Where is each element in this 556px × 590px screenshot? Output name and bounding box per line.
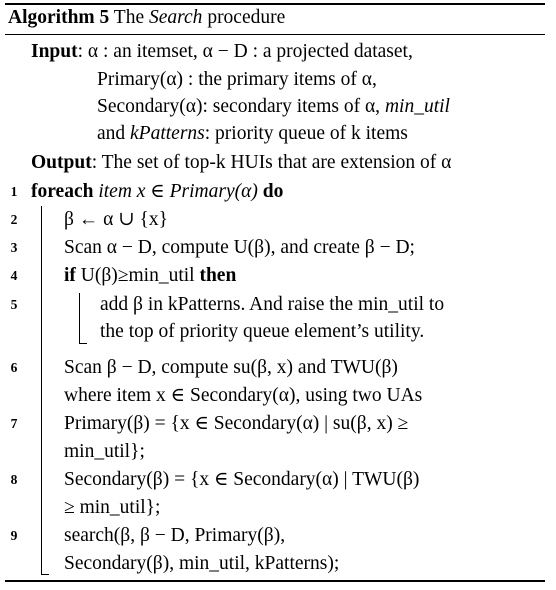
line-number-2: 2	[10, 212, 18, 227]
step-9-line-a: search(β, β − D, Primary(β),	[64, 525, 286, 546]
step-1	[31, 180, 283, 204]
foreach-block-bar	[41, 206, 42, 574]
line-number-4: 4	[10, 268, 18, 283]
line-number-7: 7	[10, 416, 18, 431]
step-8-line-a: Secondary(β) = {x ∈ Secondary(α) | TWU(β)	[64, 469, 420, 490]
step-1-keyword: foreach	[31, 181, 94, 202]
step-9-line-b: Secondary(β), min_util, kPatterns);	[64, 553, 340, 574]
step-4-keyword-then: then	[199, 265, 237, 286]
input-line-3	[97, 95, 450, 119]
input-text-4c: : priority queue of k items	[204, 123, 408, 144]
algorithm-caption	[8, 6, 285, 30]
line-number-9: 9	[10, 528, 18, 543]
step-4-keyword-if: if	[64, 265, 76, 286]
caption-pre: The	[109, 7, 149, 28]
line-number-6: 6	[10, 360, 18, 375]
bottom-rule	[5, 580, 545, 582]
input-line-1	[31, 40, 413, 64]
if-block-foot	[79, 343, 87, 344]
output-text: : The set of top-k HUIs that are extension of α	[91, 152, 452, 173]
line-number-5: 5	[10, 297, 18, 312]
caption-label: Algorithm 5	[8, 7, 110, 28]
caption-post: procedure	[202, 7, 286, 28]
input-text-3b: min_util	[384, 96, 450, 117]
if-block-bar	[79, 293, 80, 343]
caption-italic: Search	[149, 7, 203, 28]
step-1-keyword-do: do	[262, 181, 284, 202]
step-8-line-b: ≥ min_util};	[64, 497, 161, 518]
input-line-4	[97, 122, 408, 146]
top-rule	[5, 3, 545, 5]
input-label: Input	[31, 41, 78, 62]
line-number-1: 1	[10, 184, 18, 199]
output-line	[31, 151, 451, 175]
step-1-text: item x ∈ Primary(α)	[93, 181, 263, 202]
step-2: β ← α ∪ {x}	[64, 209, 168, 230]
output-label: Output	[31, 152, 92, 173]
input-line-2	[97, 68, 377, 92]
input-text-2: Primary(α) : the primary items of α,	[97, 69, 377, 90]
caption-rule	[5, 34, 545, 35]
step-6-line-b: where item x ∈ Secondary(α), using two UAs	[64, 385, 423, 406]
step-5-line-a: add β in kPatterns. And raise the min_util to	[100, 294, 445, 315]
input-text-4b: kPatterns	[130, 123, 205, 144]
line-number-3: 3	[10, 240, 18, 255]
input-text-1: : α : an itemset, α − D : a projected dataset,	[77, 41, 413, 62]
step-3: Scan α − D, compute U(β), and create β − D;	[64, 237, 415, 258]
step-5-line-b: the top of priority queue element’s utility.	[100, 321, 425, 342]
step-4-text: U(β)≥min_util	[75, 265, 200, 286]
line-number-8: 8	[10, 472, 18, 487]
step-7-line-b: min_util};	[64, 441, 145, 462]
step-6-line-a: Scan β − D, compute su(β, x) and TWU(β)	[64, 357, 398, 378]
foreach-block-foot	[41, 574, 49, 575]
input-text-4a: and	[97, 123, 131, 144]
input-text-3a: Secondary(α): secondary items of α,	[97, 96, 385, 117]
step-7-line-a: Primary(β) = {x ∈ Secondary(α) | su(β, x) ≥	[64, 413, 409, 434]
step-4	[64, 264, 236, 288]
